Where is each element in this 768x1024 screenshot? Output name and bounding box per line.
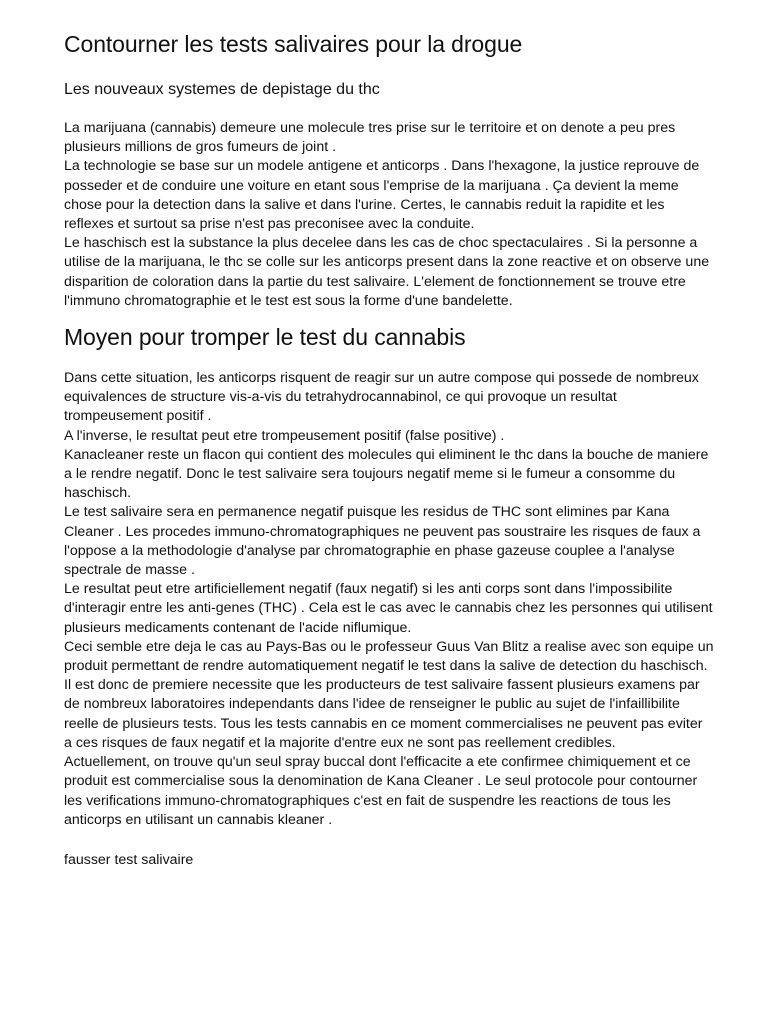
paragraph: Actuellement, on trouve qu'un seul spray buccal dont l'efficacite a ete confirmee chimiquement et ce produit est commercialise sous la denomination de Kana Cleaner . Le seul protocole pour contourner les verifications immuno-chromatographiques c'est en fait de suspendre les reactions de tous les anticorps en utilisant un cannabis kleaner . (64, 754, 698, 828)
paragraph: A l'inverse, le resultat peut etre trompeusement positif (false positive) . (64, 427, 505, 444)
paragraph: La marijuana (cannabis) demeure une molecule tres prise sur le territoire et on denote a peu pres plusieurs millions de gros fumeurs de joint . (64, 120, 676, 156)
paragraph: Ceci semble etre deja le cas au Pays-Bas ou le professeur Guus Van Blitz a realise avec son equipe un produit permettant de rendre automatiquement negatif le test dans la salive de detection du haschisch. Il est donc de premiere necessite que les producteurs de test salivaire fassent plusieurs examens par de nombreux laboratoires independants dans l'idee de renseigner le public au sujet de l'infaillibilite reelle de plusieurs tests. Tous les tests cannabis en ce moment commercialises ne peuvent pas eviter a ces risques de faux negatif et la majorite d'entre eux ne sont pas reellement credibles. (64, 638, 714, 751)
paragraph: Le test salivaire sera en permanence negatif puisque les residus de THC sont elimines par Kana Cleaner . Les procedes immuno-chromatographiques ne peuvent pas soustraire les risques de faux a l'oppose a la methodologie d'analyse par chromatographie en phase gazeuse couplee a l'analyse spectrale de masse . (64, 504, 701, 579)
page-title: Contourner les tests salivaires pour la drogue (64, 31, 523, 57)
section-methods (64, 369, 714, 830)
section-intro (64, 119, 714, 311)
document-page (64, 30, 714, 884)
page-subtitle: Les nouveaux systemes de depistage du thc (64, 81, 380, 98)
footer-tag: fausser test salivaire (64, 851, 194, 868)
paragraph: Le haschisch est la substance la plus decelee dans les cas de choc spectaculaires . Si la personne a utilise de la marijuana, le thc se colle sur les anticorps present dans la zone reactive et on observe une disparition de coloration dans la partie du test salivaire. L'element de fonctionnement se trouve etre l'immuno chromatographie et le test est sous la forme d'une bandelette. (64, 235, 710, 309)
paragraph: Kanacleaner reste un flacon qui contient des molecules qui eliminent le thc dans la bouche de maniere a le rendre negatif. Donc le test salivaire sera toujours negatif meme si le fumeur a consomme du haschisch. (64, 446, 709, 502)
paragraph: Le resultat peut etre artificiellement negatif (faux negatif) si les anti corps sont dans l'impossibilite d'interagir entre les anti-genes (THC) . Cela est le cas avec le cannabis chez les personnes qui utilisent plusieurs medicaments contenant de l'acide niflumique. (64, 581, 713, 636)
paragraph: La technologie se base sur un modele antigene et anticorps . Dans l'hexagone, la justice reprouve de posseder et de conduire une voiture en etant sous l'emprise de la marijuana . Ça devient la meme chose pour la detection dans la salive et dans l'urine. Certes, le cannabis reduit la rapidite et les reflexes et surtout sa prise n'est pas preconisee avec la conduite. (64, 158, 700, 233)
paragraph: Dans cette situation, les anticorps risquent de reagir sur un autre compose qui possede de nombreux equivalences de structure vis-a-vis du tetrahydrocannabinol, ce qui provoque un resultat trompeusement positif . (64, 370, 699, 425)
section-heading: Moyen pour tromper le test du cannabis (64, 324, 466, 351)
